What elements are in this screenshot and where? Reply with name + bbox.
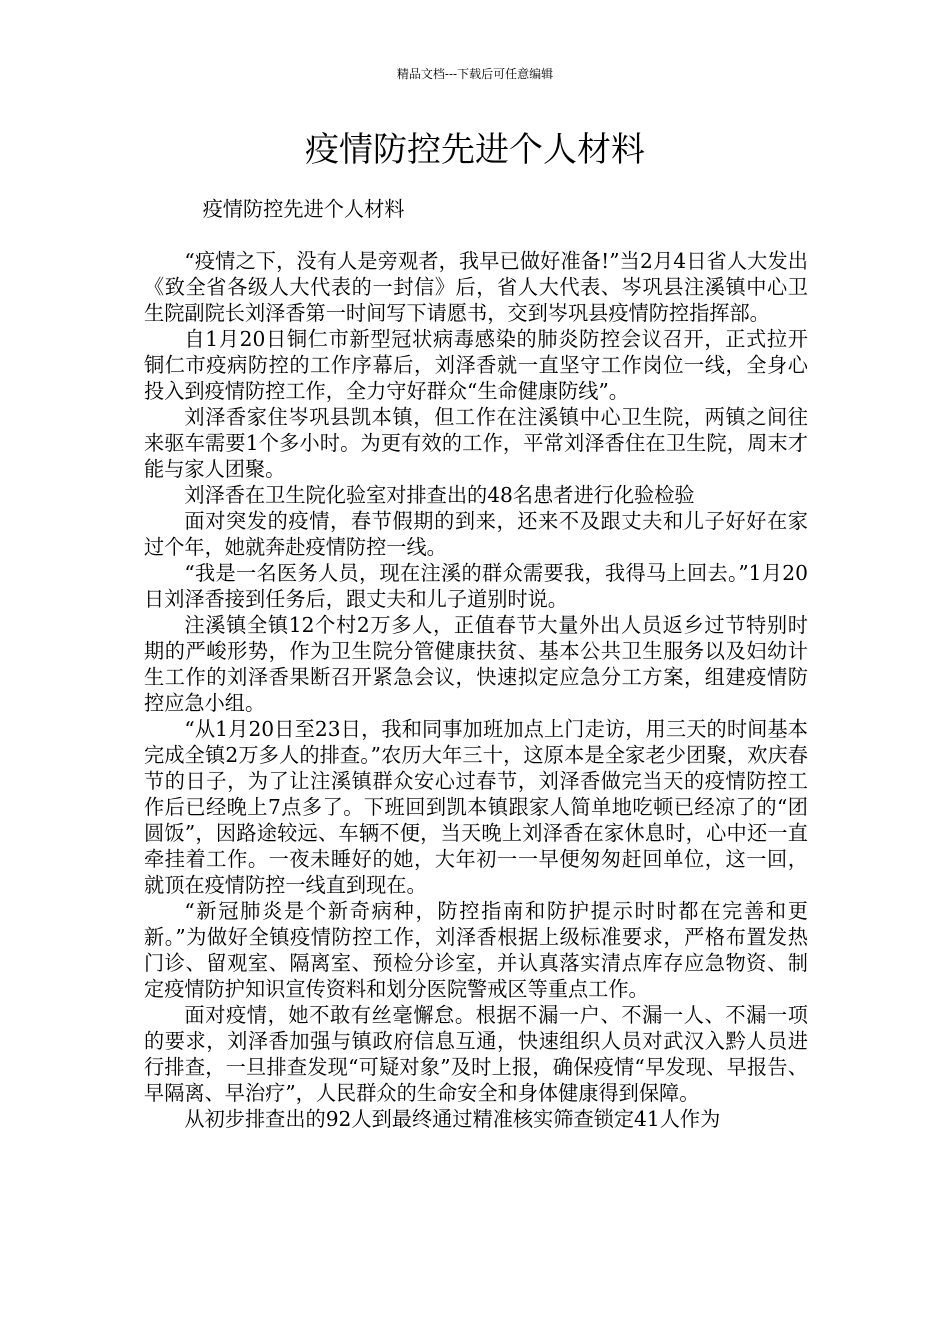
document-title: 疫情防控先进个人材料	[305, 130, 645, 170]
paragraph: 注溪镇全镇12个村2万多人，正值春节大量外出人员返乡过节特别时期的严峻形势，作为卫生院分管健康扶贫、基本公共卫生服务以及妇幼计生工作的刘泽香果断召开紧急会议，快速拟定应急分工方案，组建疫情防控应急小组。	[144, 613, 808, 715]
paragraph: 刘泽香在卫生院化验室对排查出的48名患者进行化验检验	[184, 483, 695, 507]
paragraph: “疫情之下，没有人是旁观者，我早已做好准备!”当2月4日省人大发出《致全省各级人大代表的一封信》后，省人大代表、岑巩县注溪镇中心卫生院副院长刘泽香第一时间写下请愿书，交到岑巩县疫情防控指挥部。	[144, 249, 808, 325]
paragraph: 面对突发的疫情，春节假期的到来，还来不及跟丈夫和儿子好好在家过个年，她就奔赴疫情防控一线。	[144, 509, 808, 559]
page-header-note: 精品文档---下载后可任意编辑	[396, 67, 554, 81]
paragraph: 面对疫情，她不敢有丝毫懈怠。根据不漏一户、不漏一人、不漏一项的要求，刘泽香加强与镇政府信息互通，快速组织人员对武汉入黔人员进行排查，一旦排查发现“可疑对象”及时上报，确保疫情“早发现、早报告、早隔离、早治疗”，人民群众的生命安全和身体健康得到保障。	[144, 1003, 808, 1105]
paragraph: 自1月20日铜仁市新型冠状病毒感染的肺炎防控会议召开，正式拉开铜仁市疫病防控的工作序幕后，刘泽香就一直坚守工作岗位一线，全身心投入到疫情防控工作，全力守好群众“生命健康防线”。	[144, 327, 808, 403]
paragraph: 从初步排查出的92人到最终通过精准核实筛查锁定41人作为	[184, 1107, 721, 1131]
document-body	[144, 196, 808, 1132]
document-subtitle: 疫情防控先进个人材料	[202, 197, 405, 221]
paragraph: “我是一名医务人员，现在注溪的群众需要我，我得马上回去。”1月20日刘泽香接到任务后，跟丈夫和儿子道别时说。	[144, 561, 808, 611]
paragraph: 刘泽香家住岑巩县凯本镇，但工作在注溪镇中心卫生院，两镇之间往来驱车需要1个多小时。为更有效的工作，平常刘泽香住在卫生院，周末才能与家人团聚。	[144, 405, 808, 481]
paragraph: “从1月20日至23日，我和同事加班加点上门走访，用三天的时间基本完成全镇2万多人的排查。”农历大年三十，这原本是全家老少团聚，欢庆春节的日子，为了让注溪镇群众安心过春节，刘泽香做完当天的疫情防控工作后已经晚上7点多了。下班回到凯本镇跟家人简单地吃顿已经凉了的“团圆饭”，因路途较远、车辆不便，当天晚上刘泽香在家休息时，心中还一直牵挂着工作。一夜未睡好的她，大年初一一早便匆匆赶回单位，这一回，就顶在疫情防控一线直到现在。	[144, 717, 808, 897]
paragraph: “新冠肺炎是个新奇病种，防控指南和防护提示时时都在完善和更新。”为做好全镇疫情防控工作，刘泽香根据上级标准要求，严格布置发热门诊、留观室、隔离室、预检分诊室，并认真落实清点库存应急物资、制定疫情防护知识宣传资料和划分医院警戒区等重点工作。	[144, 899, 808, 1001]
